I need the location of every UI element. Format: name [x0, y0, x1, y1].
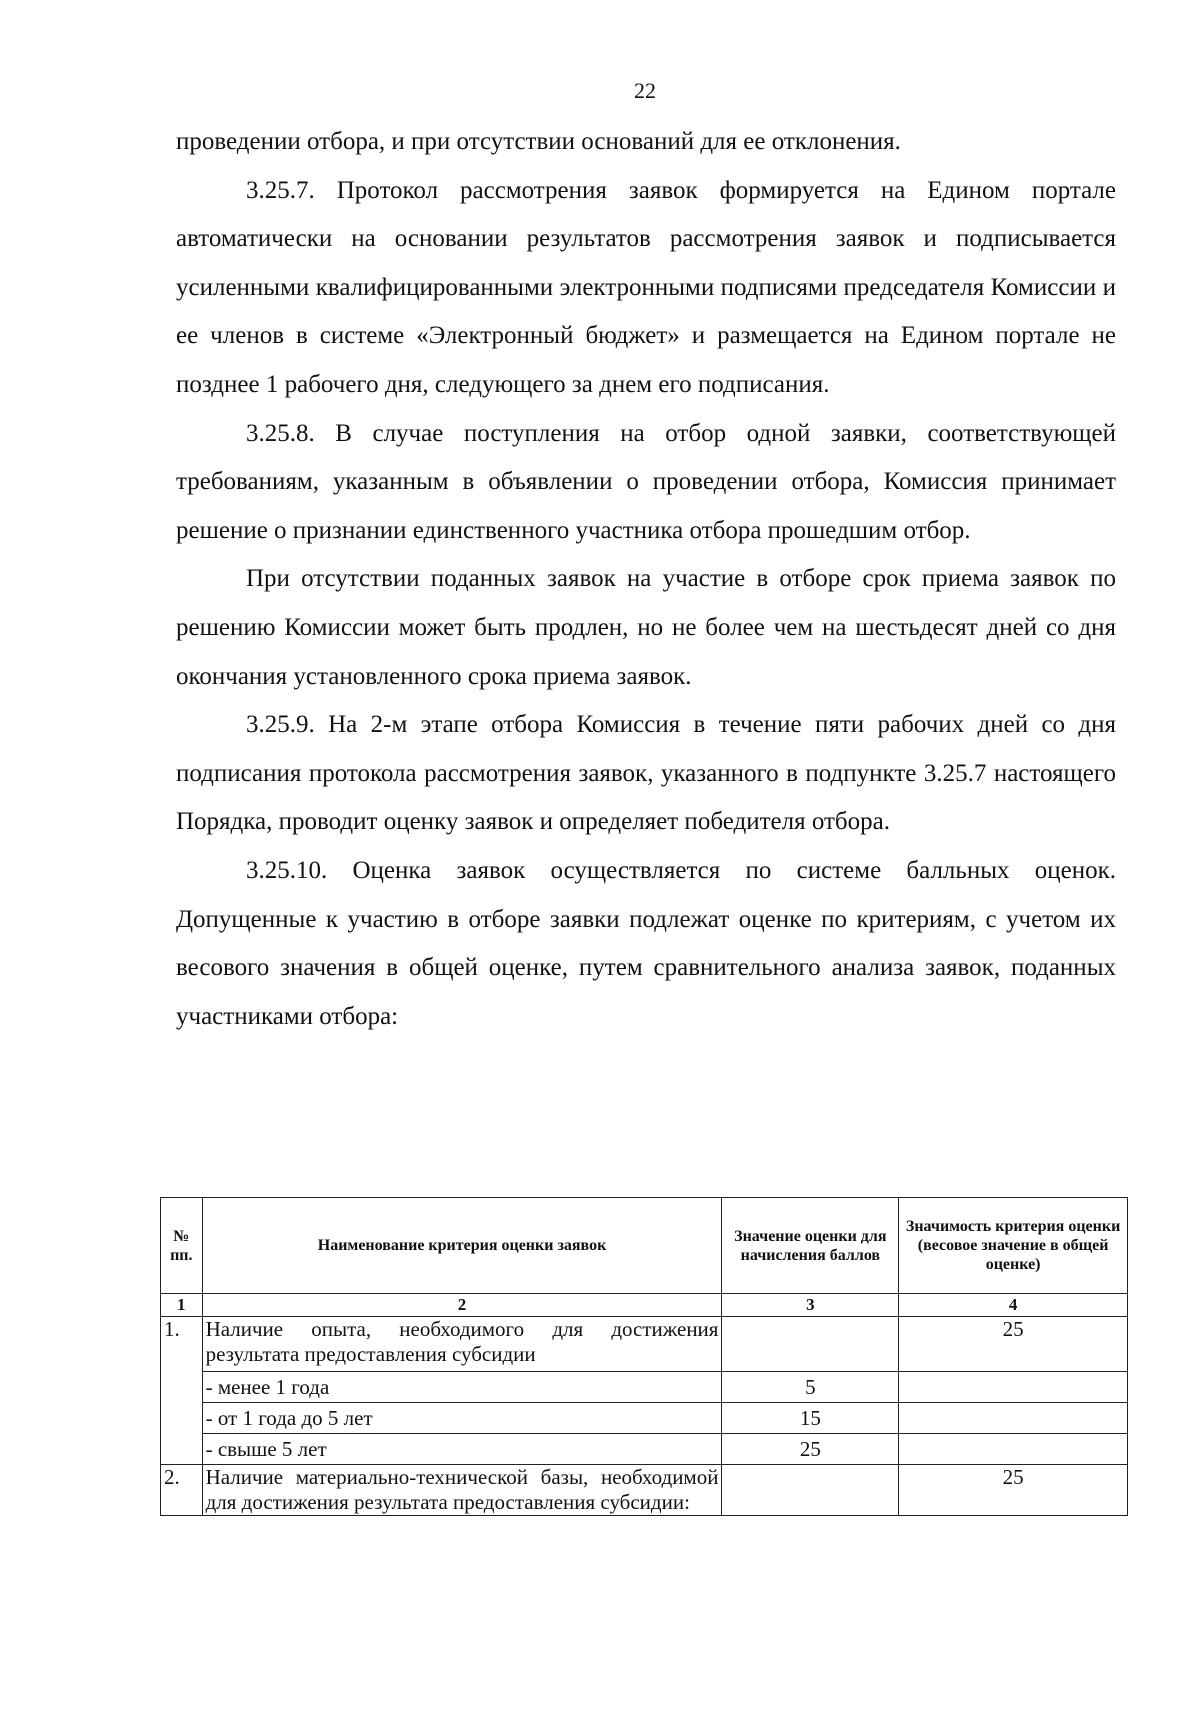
score-cell [722, 1465, 899, 1516]
header-cell: Значение оценки для начисления баллов [722, 1198, 899, 1294]
criterion-number: 2. [161, 1465, 203, 1516]
table-row [161, 1372, 1128, 1403]
document-body [176, 118, 1116, 1041]
score-cell: 5 [722, 1372, 899, 1403]
table-row [161, 1317, 1128, 1372]
weight-cell: 25 [899, 1465, 1128, 1516]
criteria-table [160, 1197, 1128, 1516]
option-label: - менее 1 года [202, 1372, 722, 1403]
criterion-name: Наличие опыта, необходимого для достижения результата предоставления субсидии [202, 1317, 722, 1372]
column-number: 1 [161, 1294, 203, 1317]
column-number: 3 [722, 1294, 899, 1317]
weight-cell: 25 [899, 1317, 1128, 1372]
header-cell: № пп. [161, 1198, 203, 1294]
table-row [161, 1403, 1128, 1434]
criterion-number: 1. [161, 1317, 203, 1465]
paragraph: 3.25.10. Оценка заявок осуществляется по системе балльных оценок. Допущенные к участию в отборе заявки подлежат оценке по критериям, с учетом их весового значения в общей оценке, путем сравнительного анализа заявок, поданных участниками отбора: [176, 856, 1116, 1030]
column-number: 2 [202, 1294, 722, 1317]
table-row [161, 1434, 1128, 1465]
header-cell: Значимость критерия оценки (весовое значение в общей оценке) [899, 1198, 1128, 1294]
column-number-row [161, 1294, 1128, 1317]
criterion-name: Наличие материально-технической базы, необходимой для достижения результата предоставления субсидии: [202, 1465, 722, 1516]
page-number: 22 [634, 78, 656, 103]
weight-cell [899, 1434, 1128, 1465]
paragraph: 3.25.7. Протокол рассмотрения заявок формируется на Едином портале автоматически на основании результатов рассмотрения заявок и подписывается усиленными квалифицированными электронными подписями председателя Комиссии и ее членов в системе «Электронный бюджет» и размещается на Едином портале не позднее 1 рабочего дня, следующего за днем его подписания. [176, 176, 1116, 398]
column-number: 4 [899, 1294, 1128, 1317]
option-label: - свыше 5 лет [202, 1434, 722, 1465]
paragraph: 3.25.9. На 2-м этапе отбора Комиссия в течение пяти рабочих дней со дня подписания протокола рассмотрения заявок, указанного в подпункте 3.25.7 настоящего Порядка, проводит оценку заявок и определяет победителя отбора. [176, 711, 1116, 836]
score-cell [722, 1317, 899, 1372]
paragraph: 3.25.8. В случае поступления на отбор одной заявки, соответствующей требованиям, указанным в объявлении о проведении отбора, Комиссия принимает решение о признании единственного участника отбора прошедшим отбор. [176, 419, 1116, 544]
header-cell: Наименование критерия оценки заявок [202, 1198, 722, 1294]
table-row [161, 1465, 1128, 1516]
paragraph: проведении отбора, и при отсутствии оснований для ее отклонения. [176, 128, 901, 155]
weight-cell [899, 1403, 1128, 1434]
paragraph: При отсутствии поданных заявок на участие в отборе срок приема заявок по решению Комиссии может быть продлен, но не более чем на шестьдесят дней со дня окончания установленного срока приема заявок. [176, 565, 1116, 690]
table-header-row [161, 1198, 1128, 1294]
score-cell: 15 [722, 1403, 899, 1434]
weight-cell [899, 1372, 1128, 1403]
option-label: - от 1 года до 5 лет [202, 1403, 722, 1434]
score-cell: 25 [722, 1434, 899, 1465]
